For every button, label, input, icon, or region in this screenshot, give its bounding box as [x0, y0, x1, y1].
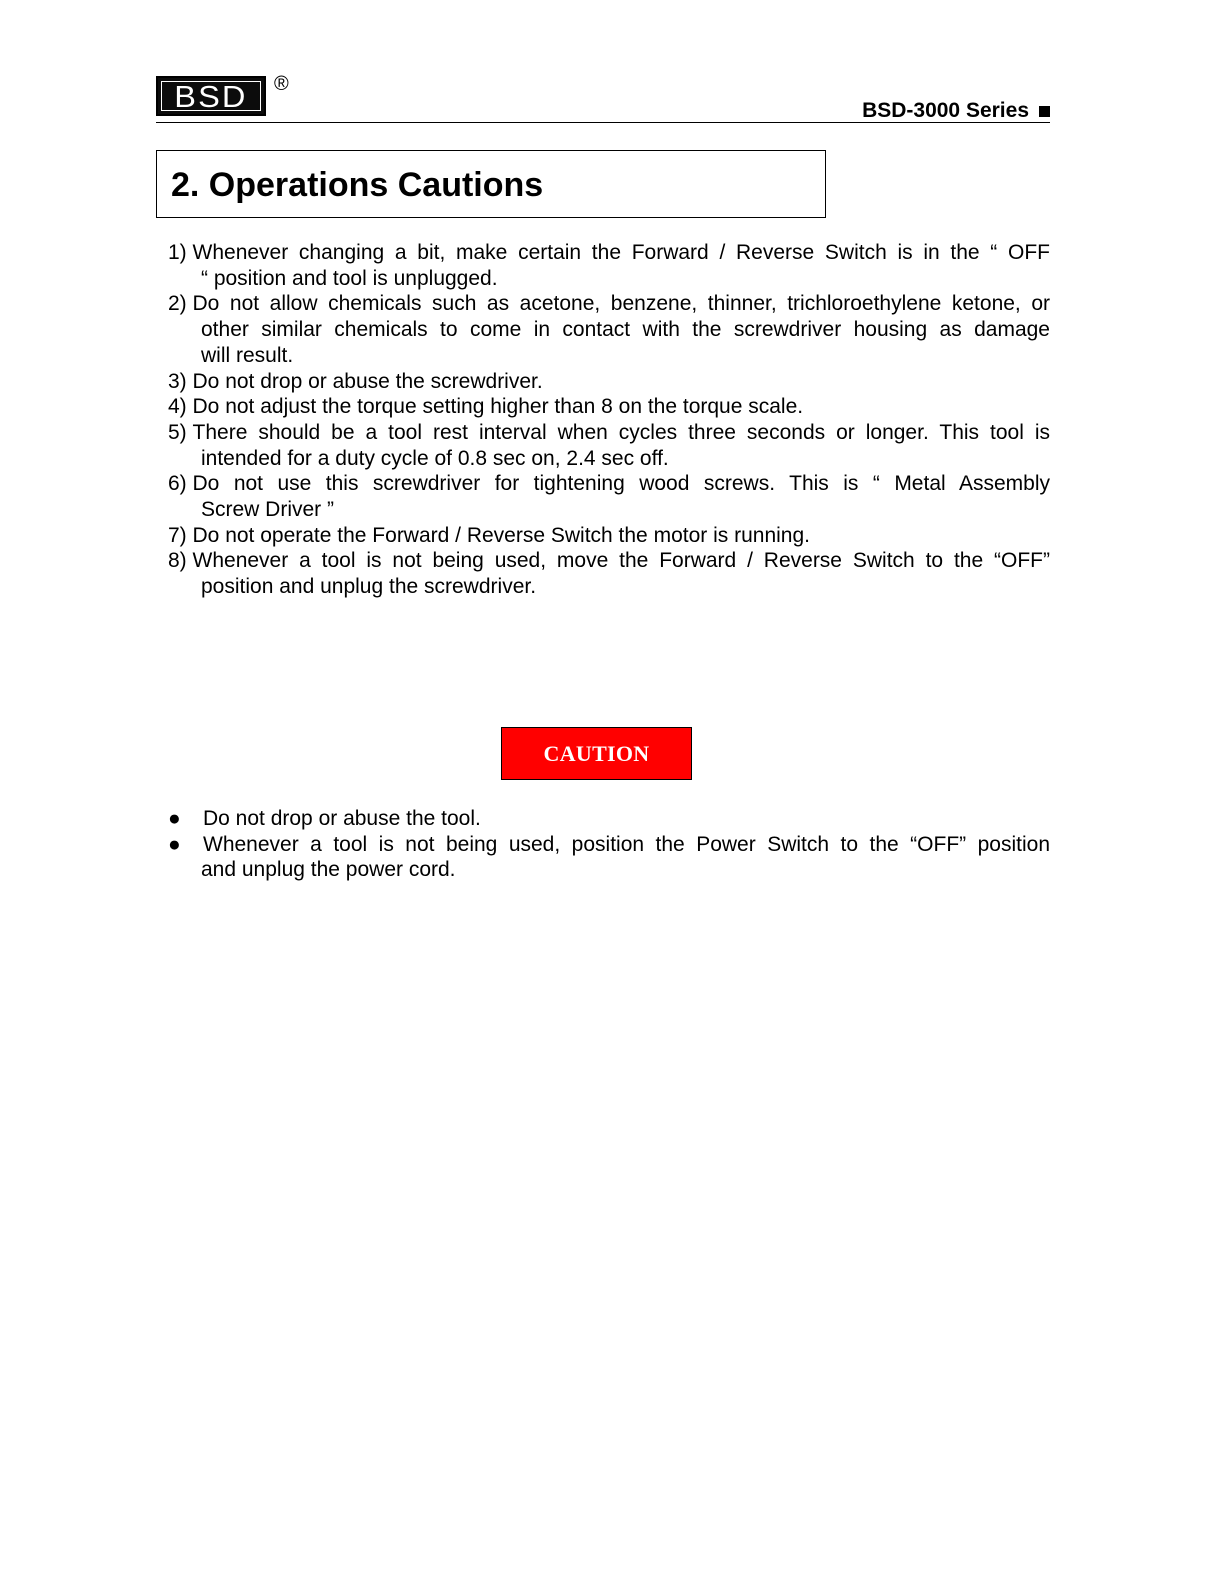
list-item — [168, 548, 1050, 599]
list-item — [168, 471, 1050, 522]
item-text-line: intended for a duty cycle of 0.8 sec on, 2.4 sec off. — [201, 446, 669, 470]
item-text-line: will result. — [201, 343, 294, 367]
item-text-line: Screw Driver ” — [201, 498, 335, 522]
item-text-line: Whenever a tool is not being used, move the Forward / Reverse Switch to the “OFF” — [192, 549, 1050, 573]
item-text-line: There should be a tool rest interval when cycles three seconds or longer. This tool is — [192, 420, 1050, 444]
caution-bullets — [168, 806, 1050, 883]
list-item — [168, 420, 1050, 471]
item-number: 7) — [168, 523, 193, 547]
section-title-box — [156, 150, 826, 218]
header-divider — [156, 122, 1050, 123]
list-item — [168, 240, 1050, 291]
bullet-text-line: and unplug the power cord. — [201, 858, 456, 882]
item-number: 6) — [168, 472, 193, 496]
item-number: 4) — [168, 395, 193, 419]
item-text-line: other similar chemicals to come in contact with the screwdriver housing as damage — [201, 318, 1050, 342]
list-item — [168, 369, 1050, 395]
item-text-line: Do not drop or abuse the screwdriver. — [192, 369, 543, 393]
series-label — [862, 99, 1050, 123]
item-number: 2) — [168, 292, 193, 316]
caution-banner — [501, 727, 692, 780]
list-item — [168, 394, 1050, 420]
item-text-line: Do not allow chemicals such as acetone, benzene, thinner, trichloroethylene ketone, or — [192, 292, 1050, 316]
logo-text: BSD — [174, 78, 248, 114]
bullet-item — [168, 806, 1050, 832]
item-number: 8) — [168, 549, 193, 573]
item-text-line: Whenever changing a bit, make certain the Forward / Reverse Switch is in the “ OFF — [192, 241, 1050, 264]
square-bullet-icon — [1039, 106, 1050, 117]
brand-logo — [156, 76, 266, 116]
bullet-text-line: Whenever a tool is not being used, position the Power Switch to the “OFF” position — [203, 832, 1050, 856]
item-text-line: “ position and tool is unplugged. — [201, 266, 498, 290]
item-number: 5) — [168, 420, 193, 444]
list-item — [168, 291, 1050, 368]
bullet-dot-icon: ● — [168, 832, 181, 856]
bullet-text-line: Do not drop or abuse the tool. — [203, 807, 481, 830]
series-text: BSD-3000 Series — [862, 99, 1029, 122]
registered-mark: ® — [274, 73, 289, 95]
item-text-line: position and unplug the screwdriver. — [201, 575, 537, 599]
bullet-item — [168, 832, 1050, 883]
bullet-dot-icon: ● — [168, 807, 181, 830]
caution-label: CAUTION — [543, 740, 650, 766]
item-number: 1) — [168, 241, 193, 264]
item-text-line: Do not use this screwdriver for tightening wood screws. This is “ Metal Assembly — [192, 472, 1050, 496]
cautions-list — [168, 240, 1050, 600]
item-text-line: Do not operate the Forward / Reverse Switch the motor is running. — [192, 523, 810, 547]
list-item — [168, 523, 1050, 549]
item-text-line: Do not adjust the torque setting higher than 8 on the torque scale. — [192, 395, 804, 419]
item-number: 3) — [168, 369, 193, 393]
section-title: 2. Operations Cautions — [171, 166, 544, 204]
